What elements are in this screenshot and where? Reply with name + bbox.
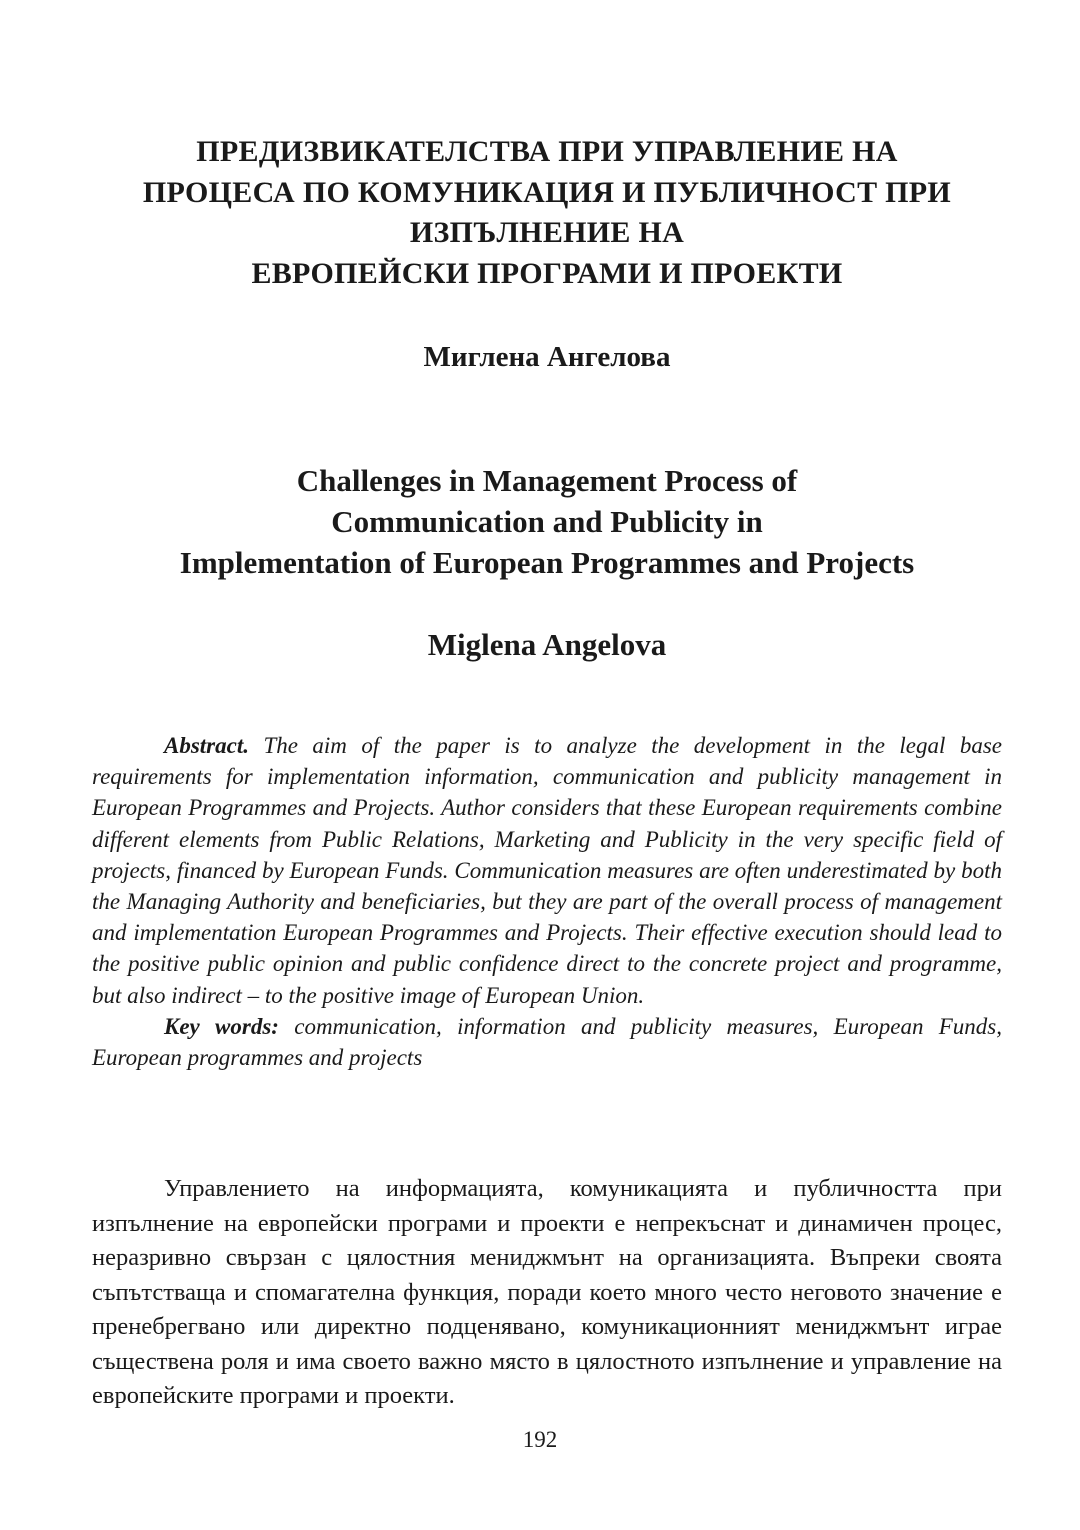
title-en-line-3: Implementation of European Programmes and Projects (179, 545, 915, 580)
title-en-line-1: Challenges in Management Process of (296, 463, 798, 498)
title-en-line-2: Communication and Publicity in (331, 504, 763, 539)
title-bg-line-1: ПРЕДИЗВИКАТЕЛСТВА ПРИ УПРАВЛЕНИЕ НА (196, 135, 898, 168)
title-bulgarian (92, 132, 1002, 294)
abstract-text: The aim of the paper is to analyze the development in the legal base requirements for implementation information, communication and publicity management in European Programmes and Projects. Author considers that these European requirements combine different elements from Public Relations, Marketing and Publicity in the very specific field of projects, financed by European Funds. Communication measures are often underestimated by both the Managing Authority and beneficiaries, but they are part of the overall process of management and implementation European Programmes and Projects. Their effective execution should lead to the positive public opinion and public confidence direct to the concrete project and programme, but also indirect – to the positive image of European Union. (92, 733, 1002, 1008)
body-text (92, 1172, 1002, 1414)
body-paragraph: Управлението на информацията, комуникацията и публичността при изпълнение на европейски програми и проекти е непрекъснат и динамичен процес, неразривно свързан с цялостния мениджмънт на организацията. Въпреки своята съпътстваща и спомагателна функция, поради което много често неговото значение е пренебрегвано или директно подценявано, комуникационният мениджмънт играе съществена роля и има своето важно място в цялостното изпълнение и управление на европейските програми и проекти. (92, 1175, 1002, 1409)
keywords-label: Key words: (164, 1013, 279, 1039)
title-english (92, 460, 1002, 583)
author-bulgarian: Миглена Ангелова (423, 341, 671, 373)
page-number: 192 (522, 1427, 558, 1452)
abstract-block (92, 730, 1002, 1073)
title-bg-line-3: ИЗПЪЛНЕНИЕ НА (409, 216, 685, 249)
abstract-paragraph (92, 730, 1002, 1011)
keywords-text: communication, information and publicity measures, European Funds, European programmes and projects (92, 1013, 1002, 1071)
title-bg-line-4: ЕВРОПЕЙСКИ ПРОГРАМИ И ПРОЕКТИ (251, 256, 843, 290)
abstract-label: Abstract. (164, 733, 249, 758)
title-bg-line-2: ПРОЦЕСА ПО КОМУНИКАЦИЯ И ПУБЛИЧНОСТ ПРИ (142, 175, 952, 209)
author-english: Miglena Angelova (427, 627, 667, 662)
keywords-paragraph (92, 1011, 1002, 1073)
